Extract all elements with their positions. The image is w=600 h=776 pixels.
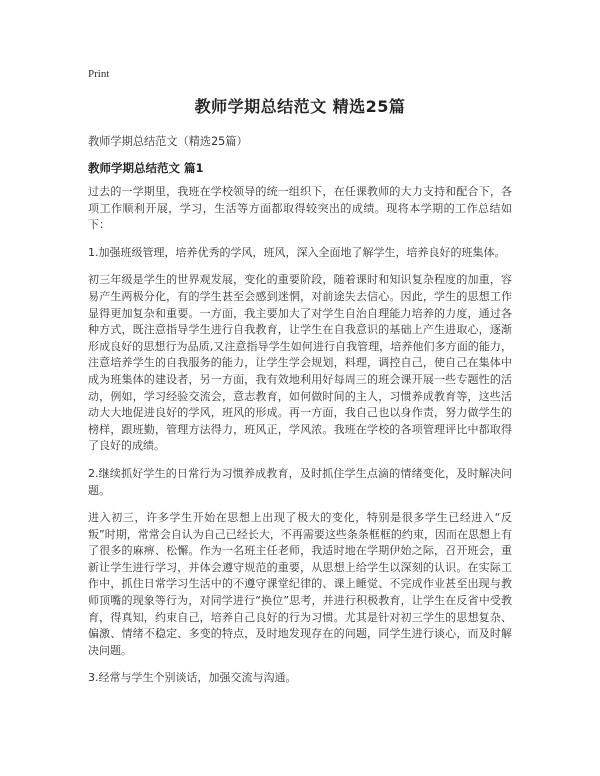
- paragraph-point-2: 2.继续抓好学生的日常行为习惯养成教育，及时抓住学生点滴的情绪变化，及时解决问题。: [88, 466, 512, 497]
- document-subtitle: 教师学期总结范文（精选25篇）: [88, 135, 248, 148]
- section-heading: 教师学期总结范文 篇1: [88, 161, 204, 175]
- document-body: [88, 184, 512, 698]
- document-title: 教师学期总结范文 精选25篇: [194, 97, 406, 116]
- paragraph-intro: 过去的一学期里，我班在学校领导的统一组织下，在任课教师的大力支持和配合下，各项工作顺利开展，学习，生活等方面都取得较突出的成绩。现将本学期的工作总结如下：: [88, 185, 512, 232]
- paragraph-point-3: 3.经常与学生个别谈话，加强交流与沟通。: [88, 671, 297, 685]
- paragraph-point-1: 1.加强班级管理，培养优秀的学风，班风，深入全面地了解学生，培养良好的班集体。: [88, 245, 506, 259]
- paragraph-point-2-detail: 进入初三，许多学生开始在思想上出现了极大的变化，特别是很多学生已经进入“反叛”时期，常常会自认为自己已经长大，不再需要这些条条框框的约束，因而在思想上有了很多的麻痹、松懈。作为一名班主任老师，我适时地在学期伊始之际，召开班会，重新让学生进行学习，并体会遵守规范的重要，从思想上给学生以深刻的认识。在实际工作中，抓住日常学习生活中的不遵守课堂纪律的、课上睡觉、不完成作业甚至出现与教师顶嘴的现象等行为，对同学进行“换位”思考，并进行积极教育，让学生在反省中受教育，得真知，约束自己，培养自己良好的行为习惯。尤其是针对初三学生的思想复杂、偏激、情绪不稳定、多变的特点，及时地发现存在的问题，同学生进行谈心，而及时解决问题。: [88, 511, 512, 657]
- paragraph-point-1-detail: 初三年级是学生的世界观发展，变化的重要阶段，随着课时和知识复杂程度的加重，容易产生两极分化，有的学生甚至会感到迷惘，对前途失去信心。因此，学生的思想工作显得更加复杂和重要。一方面，我主要加大了对学生自治自理能力培养的力度，通过各种方式，既注意指导学生进行自我教育，让学生在自我意识的基础上产生进取心，逐渐形成良好的思想行为品质,又注意指导学生如何进行自我管理，培养他们多方面的能力，注意培养学生的自我服务的能力，让学生学会规划，料理，调控自己，使自己在集体中成为班集体的建设者，另一方面，我有效地利用好每周三的班会课开展一些专题性的活动，例如，学习经验交流会，意志教育，如何做时间的主人，习惯养成教育等，这些活动大大地促进良好的学风，班风的形成。再一方面，我自己也以身作责，努力做学生的榜样，跟班勤，管理方法得力，班风正，学风浓。我班在学校的各项管理评比中都取得了良好的成绩。: [88, 273, 512, 453]
- print-link[interactable]: Print: [88, 68, 110, 80]
